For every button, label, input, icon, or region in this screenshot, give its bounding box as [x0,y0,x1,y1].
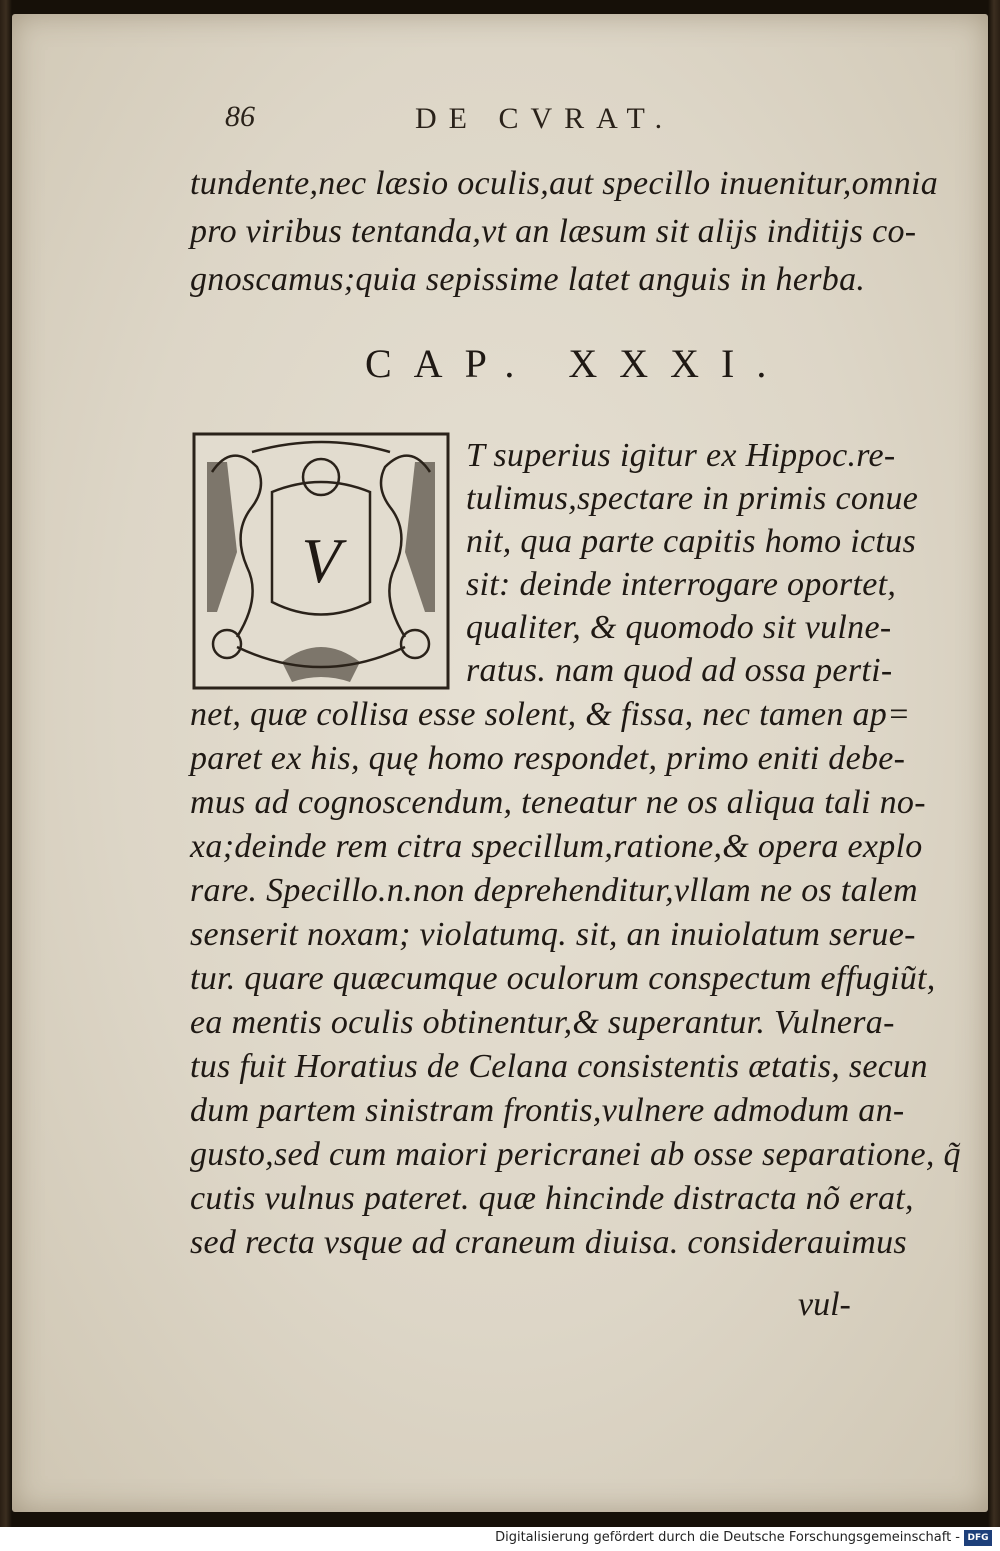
initial-letter: V [301,525,341,596]
text-line: pro viribus tentanda,vt an læsum sit alijs inditijs co- [190,213,917,250]
text-line: qualiter, & quomodo sit vulne- [466,609,892,646]
page-number: 86 [225,100,255,133]
dfg-credit-text: Digitalisierung gefördert durch die Deutsche Forschungsgemeinschaft - [495,1530,960,1545]
text-line: mus ad cognoscendum, teneatur ne os aliqua tali no- [190,784,926,821]
top-text-block [190,165,939,315]
text-line: xa;deinde rem citra specillum,ratione,& opera explo [190,828,923,865]
catchword: vul- [798,1286,851,1323]
text-line: cutis vulnus pateret. quæ hincinde distracta nõ erat, [190,1180,914,1217]
text-line: nit, qua parte capitis homo ictus [466,523,916,560]
text-line: net, quæ collisa esse solent, & fissa, nec tamen ap= [190,696,911,733]
text-line: rare. Specillo.n.non deprehenditur,vllam ne os talem [190,872,918,909]
beside-initial-block [466,437,936,707]
text-line: dum partem sinistram frontis,vulnere admodum an- [190,1092,905,1129]
text-line: gusto,sed cum maiori pericranei ab osse separatione, q̃ [190,1136,961,1173]
body-text-block [190,696,961,1276]
chapter-heading: CAP. XXXI. [365,341,789,386]
text-line: paret ex his, quę homo respondet, primo eniti debe- [190,740,906,777]
page-header [225,100,705,140]
dfg-logo-icon: DFG [964,1530,992,1546]
text-line: tundente,nec læsio oculis,aut specillo inuenitur,omnia [190,165,939,202]
running-head: DE CVRAT. [415,102,675,135]
text-line: ea mentis oculis obtinentur,& superantur. Vulnera- [190,1004,895,1041]
text-line: gnoscamus;quia sepissime latet anguis in herba. [190,261,866,298]
text-line: tulimus,spectare in primis conue [466,480,919,517]
text-line: tur. quare quæcumque oculorum conspectum effugiũt, [190,960,936,997]
text-line: tus fuit Horatius de Celana consistentis ætatis, secun [190,1048,928,1085]
text-line: senserit noxam; violatumq. sit, an inuiolatum serue- [190,916,916,953]
text-line: sed recta vsque ad craneum diuisa. considerauimus [190,1224,907,1261]
text-line: sit: deinde interrogare oportet, [466,566,897,603]
text-line: ratus. nam quod ad ossa perti- [466,652,893,689]
text-line: T superius igitur ex Hippoc.re- [466,437,896,474]
woodcut-initial-ornament-icon [192,432,450,690]
digitization-footer [0,1527,1000,1551]
